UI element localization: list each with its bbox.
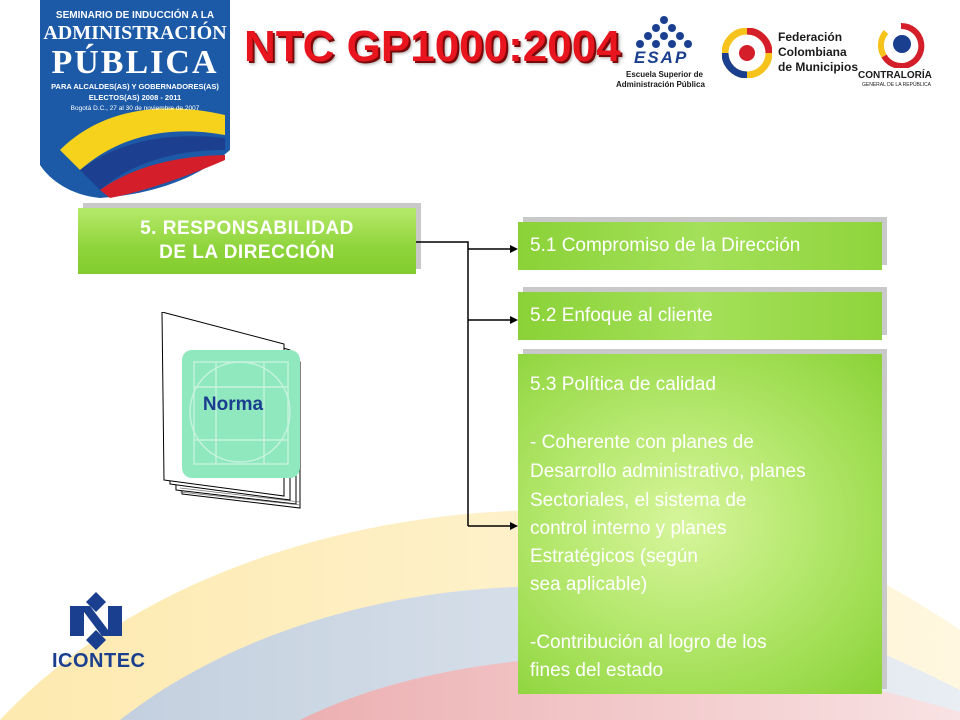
policy-line: Sectoriales, el sistema de xyxy=(530,490,747,511)
badge-line2: ADMINISTRACIÓN xyxy=(43,22,227,44)
fcm-line2: Colombiana xyxy=(778,45,847,59)
policy-line: fines del estado xyxy=(530,660,664,681)
subsection-2-label: 5.2 Enfoque al cliente xyxy=(530,305,713,326)
badge-line5: ELECTOS(AS) 2008 - 2011 xyxy=(88,93,182,102)
fcm-line1: Federación xyxy=(778,30,843,44)
main-box-line1: 5. RESPONSABILIDAD xyxy=(140,218,354,239)
policy-line: Estratégicos (según xyxy=(530,546,698,567)
main-section-box xyxy=(78,208,416,274)
esap-mark: ESAP xyxy=(634,48,689,67)
policy-line: Desarrollo administrativo, planes xyxy=(530,461,806,482)
esap-line1: Escuela Superior de xyxy=(626,70,703,79)
fcm-logo-icon xyxy=(722,28,772,78)
icontec-logo-icon xyxy=(66,592,126,650)
connector-lines xyxy=(416,236,520,536)
badge-line4: PARA ALCALDES(AS) Y GOBERNADORES(AS) xyxy=(51,82,219,91)
policy-line: - Coherente con planes de xyxy=(530,432,754,453)
subsection-box-1 xyxy=(518,222,882,270)
policy-line: control interno y planes xyxy=(530,518,727,539)
main-box-line2: DE LA DIRECCIÓN xyxy=(159,242,335,263)
esap-line2: Administración Pública xyxy=(616,80,705,89)
contraloria-sub: GENERAL DE LA REPÚBLICA xyxy=(862,82,932,88)
policy-line: 5.3 Política de calidad xyxy=(530,374,716,395)
fcm-line3: de Municipios xyxy=(778,60,859,74)
badge-line3: PÚBLICA xyxy=(51,44,219,81)
slide-title: NTC GP1000:2004 xyxy=(244,22,621,71)
contraloria-logo-icon xyxy=(876,22,926,68)
subsection-1-label: 5.1 Compromiso de la Dirección xyxy=(530,235,801,256)
badge-line6: Bogotá D.C., 27 al 30 de noviembre de 2007 xyxy=(70,105,200,112)
norma-label: Norma xyxy=(202,394,264,415)
policy-line: sea aplicable) xyxy=(530,574,648,595)
badge-line1: SEMINARIO DE INDUCCIÓN A LA xyxy=(55,10,215,21)
icontec-label: ICONTEC xyxy=(52,650,146,672)
policy-line: -Contribución al logro de los xyxy=(530,632,767,653)
subsection-box-2 xyxy=(518,292,882,340)
quality-policy-box xyxy=(518,354,882,694)
contraloria-name: CONTRALORÍA xyxy=(858,70,932,81)
